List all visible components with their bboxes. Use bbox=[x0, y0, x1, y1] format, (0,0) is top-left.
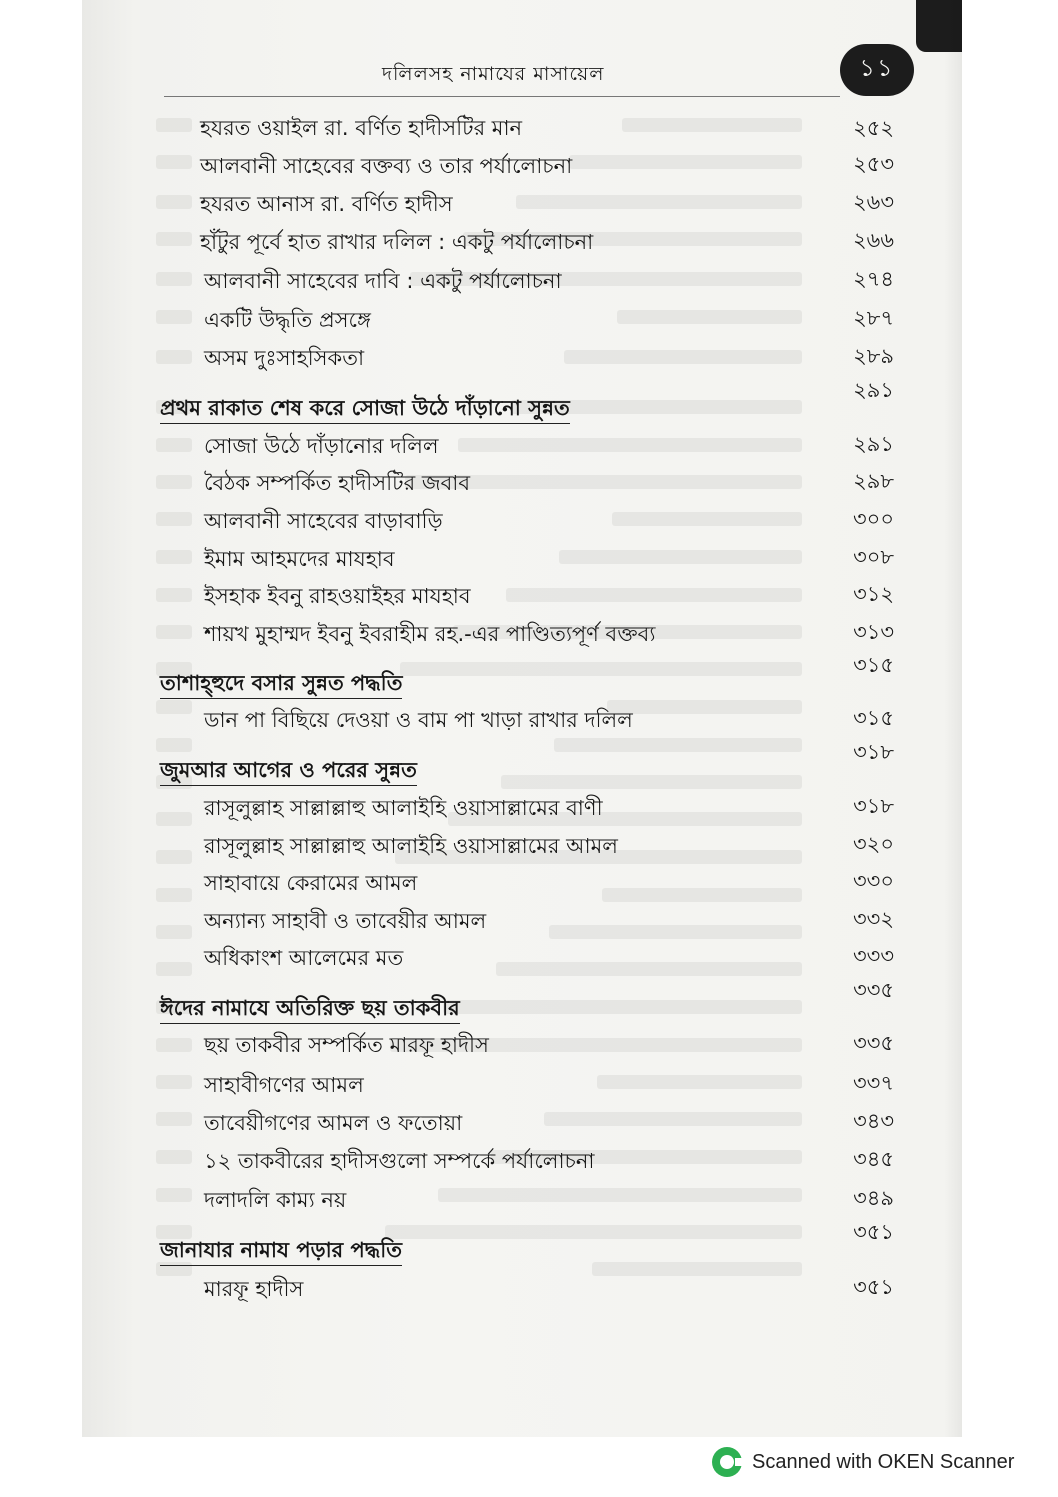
bleed-number bbox=[156, 738, 192, 752]
toc-entry-title: রাসূলুল্লাহ সাল্লাল্লাহু আলাইহি ওয়াসাল্লামের বাণী bbox=[204, 796, 603, 820]
toc-page-number: ২৬৩ bbox=[853, 190, 894, 214]
page-number-badge bbox=[840, 44, 914, 96]
toc-entry-row bbox=[82, 1143, 962, 1179]
toc-entry-row bbox=[82, 1105, 962, 1141]
toc-page-number: ৩৩৫ bbox=[853, 1031, 894, 1055]
corner-tab bbox=[916, 0, 962, 52]
toc-entry-row bbox=[82, 940, 962, 976]
scanner-watermark bbox=[712, 1447, 1014, 1477]
toc-page-number: ৩৫১ bbox=[853, 1275, 894, 1299]
page-number: ১১ bbox=[859, 54, 895, 82]
toc-page-number: ২৮৭ bbox=[853, 306, 894, 330]
toc-entry-row bbox=[82, 578, 962, 614]
toc-section-row bbox=[82, 978, 962, 1026]
running-header: দলিলসহ নামাযের মাসায়েল bbox=[382, 63, 605, 85]
toc-page-number: ২৮৯ bbox=[853, 344, 894, 368]
toc-entry-row bbox=[82, 1271, 962, 1307]
toc-entry-row bbox=[82, 263, 962, 299]
toc-entry-title: আলবানী সাহেবের বক্তব্য ও তার পর্যালোচনা bbox=[200, 154, 573, 178]
toc-entry-title: ছয় তাকবীর সম্পর্কিত মারফূ হাদীস bbox=[204, 1033, 489, 1057]
toc-page-number: ২৬৬ bbox=[853, 228, 894, 252]
toc-entry-row bbox=[82, 616, 962, 652]
toc-entry-title: দলাদলি কাম্য নয় bbox=[204, 1188, 347, 1212]
toc-entry-title: অসম দুঃসাহসিকতা bbox=[204, 346, 365, 370]
toc-section-row bbox=[82, 1220, 962, 1268]
toc-section-title: জুমআর আগের ও পরের সুন্নত bbox=[160, 756, 417, 786]
toc-entry-title: বৈঠক সম্পর্কিত হাদীসটির জবাব bbox=[204, 471, 471, 495]
toc-entry-title: শায়খ মুহাম্মদ ইবনু ইবরাহীম রহ.-এর পাণ্ডিত্যপূর্ণ বক্তব্য bbox=[204, 622, 656, 646]
toc-section-row bbox=[82, 378, 962, 426]
oken-scanner-logo-icon bbox=[712, 1447, 742, 1477]
toc-entry-row bbox=[82, 1067, 962, 1103]
toc-entry-title: অন্যান্য সাহাবী ও তাবেয়ীর আমল bbox=[204, 909, 487, 933]
toc-page-number: ৩২০ bbox=[853, 832, 894, 856]
toc-section-row bbox=[82, 740, 962, 788]
toc-entry-row bbox=[82, 828, 962, 864]
toc-entry-title: একটি উদ্ধৃতি প্রসঙ্গে bbox=[204, 308, 371, 332]
toc-entry-title: ১২ তাকবীরের হাদীসগুলো সম্পর্কে পর্যালোচনা bbox=[204, 1149, 595, 1173]
toc-section-title: তাশাহ্হুদে বসার সুন্নত পদ্ধতি bbox=[160, 669, 402, 699]
toc-page-number: ৩৪৫ bbox=[853, 1147, 894, 1171]
toc-page-number: ২৫৩ bbox=[853, 152, 894, 176]
toc-page-number: ২৯১ bbox=[853, 432, 894, 456]
toc-entry-row bbox=[82, 302, 962, 338]
toc-section-title: জানাযার নামায পড়ার পদ্ধতি bbox=[160, 1236, 402, 1266]
toc-page-number: ২৭৪ bbox=[853, 267, 894, 291]
toc-page-number: ৩৫১ bbox=[853, 1220, 894, 1244]
toc-page-number: ২৫২ bbox=[853, 116, 894, 140]
book-page bbox=[82, 0, 962, 1437]
toc-entry-title: হযরত আনাস রা. বর্ণিত হাদীস bbox=[200, 192, 453, 216]
toc-entry-row bbox=[82, 110, 962, 146]
toc-entry-title: ইমাম আহমদের মাযহাব bbox=[204, 547, 395, 571]
toc-page-number: ২৯১ bbox=[853, 378, 894, 402]
toc-entry-row bbox=[82, 465, 962, 501]
toc-entry-row bbox=[82, 1182, 962, 1218]
toc-page-number: ৩৩০ bbox=[853, 869, 894, 893]
toc-page-number: ৩৩৭ bbox=[853, 1071, 894, 1095]
toc-entry-title: রাসূলুল্লাহ সাল্লাল্লাহু আলাইহি ওয়াসাল্লামের আমল bbox=[204, 834, 618, 858]
toc-entry-row bbox=[82, 903, 962, 939]
toc-entry-title: ডান পা বিছিয়ে দেওয়া ও বাম পা খাড়া রাখার দলিল bbox=[204, 708, 633, 732]
toc-entry-row bbox=[82, 865, 962, 901]
toc-entry-title: তাবেয়ীগণের আমল ও ফতোয়া bbox=[204, 1111, 463, 1135]
toc-entry-title: সাহাবায়ে কেরামের আমল bbox=[204, 871, 418, 895]
toc-page-number: ৩৩২ bbox=[853, 907, 894, 931]
toc-entry-title: আলবানী সাহেবের বাড়াবাড়ি bbox=[204, 509, 443, 533]
header-rule bbox=[164, 96, 840, 97]
toc-entry-row bbox=[82, 790, 962, 826]
toc-page-number: ৩৪৯ bbox=[853, 1186, 894, 1210]
toc-page-number: ৩৪৩ bbox=[853, 1109, 894, 1133]
toc-page-number: ৩১৫ bbox=[853, 653, 894, 677]
toc-entry-title: অধিকাংশ আলেমের মত bbox=[204, 946, 404, 970]
toc-entry-title: সাহাবীগণের আমল bbox=[204, 1073, 364, 1097]
toc-entry-row bbox=[82, 541, 962, 577]
toc-page-number: ৩৩৫ bbox=[853, 978, 894, 1002]
toc-page-number: ৩১৮ bbox=[853, 740, 894, 764]
toc-section-title: প্রথম রাকাত শেষ করে সোজা উঠে দাঁড়ানো সুন্নত bbox=[160, 394, 570, 424]
toc-page-number: ৩১৩ bbox=[853, 620, 894, 644]
toc-entry-row bbox=[82, 1027, 962, 1063]
toc-entry-row bbox=[82, 224, 962, 260]
toc-entry-title: মারফূ হাদীস bbox=[204, 1277, 304, 1301]
toc-entry-title: হযরত ওয়াইল রা. বর্ণিত হাদীসটির মান bbox=[200, 116, 523, 140]
toc-entry-title: ইসহাক ইবনু রাহওয়াইহর মাযহাব bbox=[204, 584, 471, 608]
toc-page-number: ৩০৮ bbox=[853, 545, 894, 569]
toc-entry-row bbox=[82, 148, 962, 184]
toc-entry-row bbox=[82, 186, 962, 222]
toc-page-number: ৩১২ bbox=[853, 582, 894, 606]
toc-entry-row bbox=[82, 702, 962, 738]
toc-entry-title: আলবানী সাহেবের দাবি : একটু পর্যালোচনা bbox=[204, 269, 562, 293]
scanner-text: Scanned with OKEN Scanner bbox=[752, 1450, 1015, 1473]
toc-page-number: ৩১৮ bbox=[853, 794, 894, 818]
toc-page-number: ৩৩৩ bbox=[853, 944, 894, 968]
toc-entry-row bbox=[82, 340, 962, 376]
bleed-line bbox=[554, 738, 802, 752]
toc-entry-title: সোজা উঠে দাঁড়ানোর দলিল bbox=[204, 434, 439, 458]
toc-section-title: ঈদের নামাযে অতিরিক্ত ছয় তাকবীর bbox=[160, 994, 460, 1024]
toc-page-number: ৩১৫ bbox=[853, 706, 894, 730]
toc-section-row bbox=[82, 653, 962, 701]
toc-entry-title: হাঁটুর পূর্বে হাত রাখার দলিল : একটু পর্যালোচনা bbox=[200, 230, 594, 254]
toc-entry-row bbox=[82, 428, 962, 464]
toc-page-number: ৩০০ bbox=[853, 507, 894, 531]
toc-page-number: ২৯৮ bbox=[853, 469, 894, 493]
toc-entry-row bbox=[82, 503, 962, 539]
